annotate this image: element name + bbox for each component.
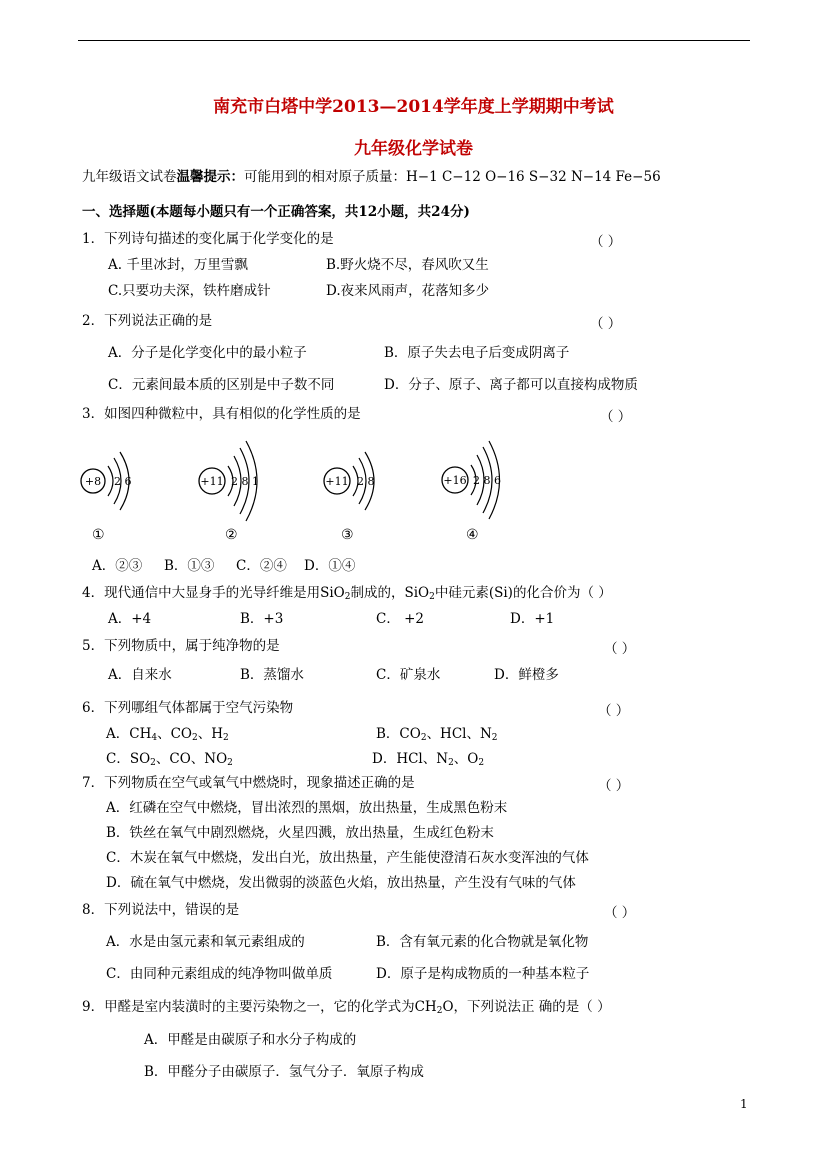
q4-sub-1: 2 bbox=[344, 592, 351, 602]
atom-diagram-2 bbox=[194, 436, 274, 526]
q7-option-a: A．红磷在空气中燃烧，冒出浓烈的黑烟，放出热量，生成黑色粉末 bbox=[106, 800, 508, 816]
q4-stem-part-c: 中硅元素(Si)的化合价为（ ） bbox=[434, 585, 612, 601]
q5-option-b: B．蒸馏水 bbox=[240, 667, 304, 683]
q1-option-d: D.夜来风雨声，花落知多少 bbox=[326, 283, 490, 299]
q1-option-c: C.只要功夫深，铁杵磨成针 bbox=[108, 283, 271, 299]
hint-text: 可能用到的相对原子质量：H−1 C−12 O−16 S−32 N−14 Fe−56 bbox=[244, 169, 661, 185]
atom-label-1: ① bbox=[92, 527, 105, 543]
atom-diagram-1 bbox=[78, 444, 148, 524]
q7-option-b: B．铁丝在氧气中剧烈燃烧，火星四溅，放出热量，生成红色粉末 bbox=[106, 825, 494, 841]
q3-option-d: D．①④ bbox=[304, 558, 356, 574]
answer-paren-1: （ ） bbox=[590, 234, 622, 250]
q1-option-b: B.野火烧不尽，春风吹又生 bbox=[326, 257, 489, 273]
question-3-stem: 3．如图四种微粒中，具有相似的化学性质的是 bbox=[82, 406, 361, 422]
atom-4-nucleus: +16 bbox=[443, 474, 467, 487]
question-9-stem bbox=[82, 998, 611, 1016]
q8-option-b: B．含有氧元素的化合物就是氧化物 bbox=[376, 934, 589, 950]
q4-stem-part-b: 制成的，SiO bbox=[350, 585, 430, 601]
q2-option-c: C．元素间最本质的区别是中子数不同 bbox=[108, 377, 335, 393]
q9-stem-part-b: O，下列说法正 确的是（ ） bbox=[442, 999, 611, 1015]
hint-label: 温馨提示： bbox=[176, 169, 244, 185]
q1-option-a: A. 千里冰封，万里雪飘 bbox=[108, 257, 248, 273]
atom-1-nucleus: +8 bbox=[84, 475, 102, 488]
q6-option-d: D．HCl、$N_2$、$O_2$ bbox=[372, 751, 485, 768]
question-5-stem: 5．下列物质中，属于纯净物的是 bbox=[82, 638, 280, 654]
q3-option-a: A．②③ bbox=[92, 558, 143, 574]
atom-1-shells: 2 6 bbox=[114, 475, 132, 488]
q2-option-b: B．原子失去电子后变成阴离子 bbox=[384, 345, 570, 361]
q2-option-d: D．分子、原子、离子都可以直接构成物质 bbox=[384, 377, 638, 393]
q2-option-a: A．分子是化学变化中的最小粒子 bbox=[108, 345, 307, 361]
atom-3-shells: 2 8 bbox=[357, 475, 375, 488]
top-rule bbox=[78, 40, 750, 41]
question-8-stem: 8．下列说法中，错误的是 bbox=[82, 902, 240, 918]
q3-option-c: C．②④ bbox=[236, 558, 287, 574]
answer-paren-3: （ ） bbox=[600, 409, 632, 425]
q5-option-c: C．矿泉水 bbox=[376, 667, 441, 683]
atom-4-shells: 2 8 6 bbox=[473, 474, 501, 487]
answer-paren-7: （ ） bbox=[598, 778, 630, 794]
atom-label-3: ③ bbox=[341, 527, 354, 543]
q9-stem-part-a: 9．甲醛是室内装潢时的主要污染物之一，它的化学式为CH bbox=[82, 999, 437, 1015]
hint-line bbox=[82, 168, 661, 186]
question-2-stem: 2．下列说法正确的是 bbox=[82, 313, 213, 329]
q8-option-a: A．水是由氢元素和氧元素组成的 bbox=[106, 934, 305, 950]
section-heading: 一、选择题(本题每小题只有一个正确答案，共12小题，共24分) bbox=[82, 204, 470, 220]
question-7-stem: 7．下列物质在空气或氧气中燃烧时，现象描述正确的是 bbox=[82, 775, 415, 791]
q8-option-c: C．由同种元素组成的纯净物叫做单质 bbox=[106, 966, 333, 982]
answer-paren-2: （ ） bbox=[590, 316, 622, 332]
q8-option-d: D．原子是构成物质的一种基本粒子 bbox=[376, 966, 590, 982]
answer-paren-6: （ ） bbox=[598, 703, 630, 719]
page-number: 1 bbox=[740, 1097, 748, 1111]
atom-diagram-3 bbox=[320, 444, 390, 524]
atom-3-nucleus: +11 bbox=[325, 475, 349, 488]
q7-option-d: D．硫在氧气中燃烧，发出微弱的淡蓝色火焰，放出热量，产生没有气味的气体 bbox=[106, 875, 576, 891]
q9-option-a: A．甲醛是由碳原子和水分子构成的 bbox=[144, 1032, 357, 1048]
q7-option-c: C．木炭在氧气中燃烧，发出白光，放出热量，产生能使澄清石灰水变浑浊的气体 bbox=[106, 850, 589, 866]
q4-option-c: C． +2 bbox=[376, 611, 425, 627]
hint-prefix: 九年级语文试卷 bbox=[82, 169, 177, 185]
q5-option-d: D．鲜橙多 bbox=[494, 667, 559, 683]
q9-sub: 2 bbox=[436, 1006, 443, 1016]
answer-paren-8: （ ） bbox=[604, 905, 636, 921]
question-6-stem: 6．下列哪组气体都属于空气污染物 bbox=[82, 700, 294, 716]
q4-stem-part-a: 4．现代通信中大显身手的光导纤维是用SiO bbox=[82, 585, 345, 601]
answer-paren-5: （ ） bbox=[604, 641, 636, 657]
q4-option-b: B．+3 bbox=[240, 611, 284, 627]
school-title: 南充市白塔中学2013—2014学年度上学期期中考试 bbox=[213, 97, 614, 117]
q6-option-b: B．$CO_2$、HCl、$N_2$ bbox=[376, 726, 498, 743]
q6-option-c: C．$SO_2$、CO、$NO_2$ bbox=[106, 751, 233, 768]
q5-option-a: A．自来水 bbox=[108, 667, 172, 683]
atom-2-shells: 2 8 1 bbox=[231, 475, 259, 488]
atom-label-2: ② bbox=[225, 527, 238, 543]
q4-option-a: A．+4 bbox=[108, 611, 152, 627]
atom-2-nucleus: +11 bbox=[200, 475, 224, 488]
atom-label-4: ④ bbox=[466, 527, 479, 543]
q3-option-b: B．①③ bbox=[164, 558, 215, 574]
question-4-stem bbox=[82, 584, 612, 602]
atom-diagram-4 bbox=[438, 438, 518, 524]
q4-option-d: D．+1 bbox=[510, 611, 555, 627]
q6-option-a: A．$CH_4$、$CO_2$、$H_2$ bbox=[106, 726, 229, 743]
paper-title: 九年级化学试卷 bbox=[354, 139, 473, 159]
q4-sub-2: 2 bbox=[429, 592, 435, 602]
question-1-stem: 1．下列诗句描述的变化属于化学变化的是 bbox=[82, 231, 334, 247]
q9-option-b: B．甲醛分子由碳原子．氢气分子．氧原子构成 bbox=[144, 1064, 424, 1080]
